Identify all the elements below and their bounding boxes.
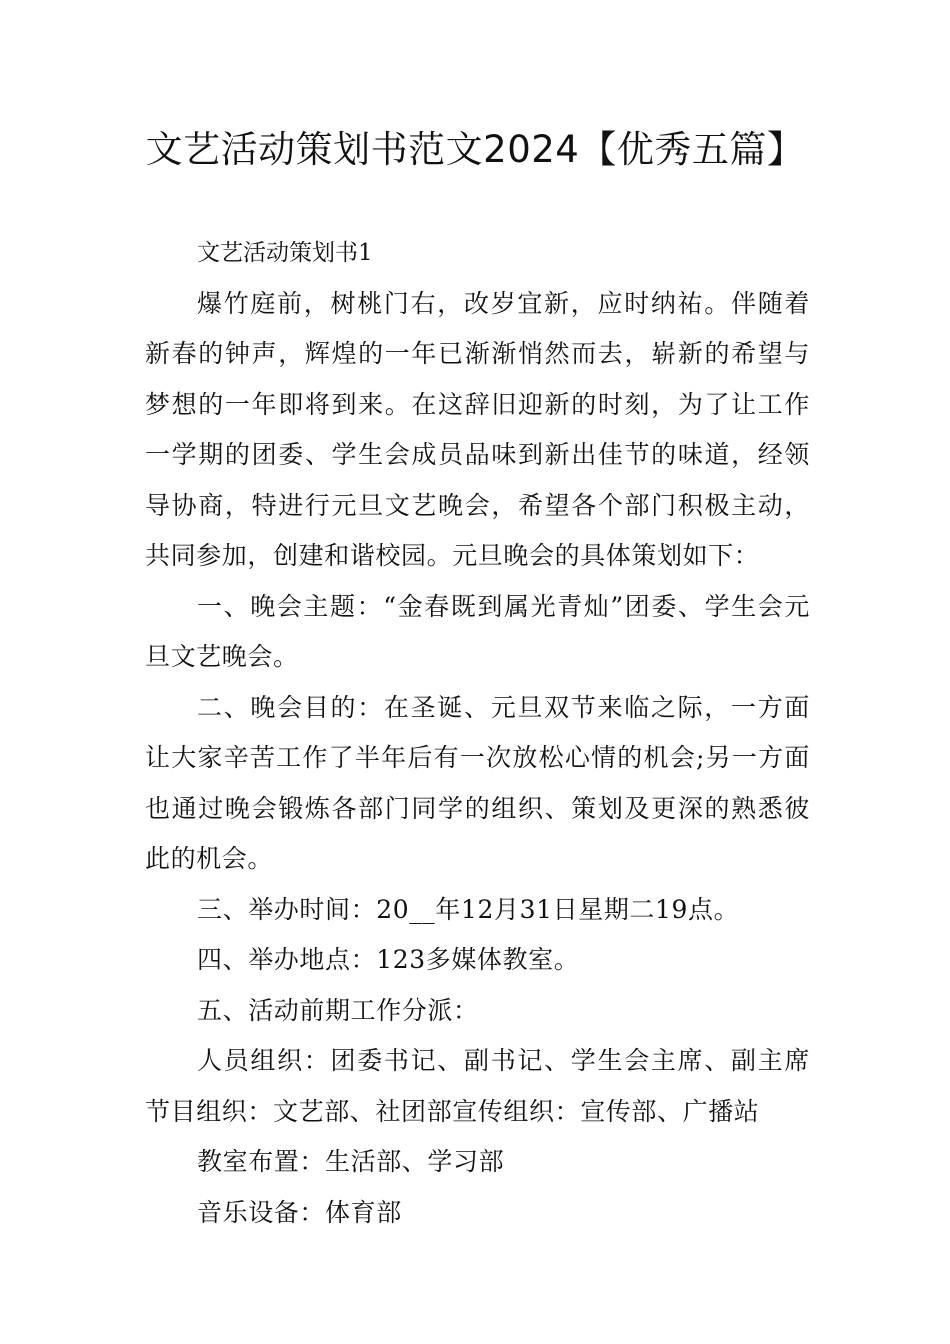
document-body [145, 228, 810, 1238]
document-title: 文艺活动策划书范文2024【优秀五篇】 [145, 128, 805, 171]
section-heading: 文艺活动策划书1 [197, 240, 373, 266]
paragraph-classroom-setup: 教室布置：生活部、学习部 [197, 1147, 505, 1176]
paragraph-location: 四、举办地点：123多媒体教室。 [197, 945, 580, 974]
paragraph-music-equipment: 音乐设备：体育部 [197, 1197, 402, 1227]
paragraph-theme: 一、晚会主题：“金春既到属光青灿”团委、学生会元旦文艺晚会。 [145, 591, 810, 671]
paragraph-intro: 爆竹庭前，树桃门右，改岁宜新，应时纳祐。伴随着新春的钟声，辉煌的一年已渐渐悄然而去，崭新的希望与梦想的一年即将到来。在这辞旧迎新的时刻，为了让工作一学期的团委、学生会成员品味到新出佳节的味道，经领导协商，特进行元旦文艺晚会，希望各个部门积极主动，共同参加，创建和谐校园。元旦晚会的具体策划如下： [145, 288, 810, 570]
paragraph-assignment-heading: 五、活动前期工作分派： [197, 995, 479, 1025]
paragraph-organization: 人员组织：团委书记、副书记、学生会主席、副主席节目组织：文艺部、社团部宣传组织：宣传部、广播站 [145, 1046, 810, 1126]
paragraph-purpose: 二、晚会目的：在圣诞、元旦双节来临之际，一方面让大家辛苦工作了半年后有一次放松心情的机会;另一方面也通过晚会锻炼各部门同学的组织、策划及更深的熟悉彼此的机会。 [145, 692, 810, 873]
paragraph-time: 三、举办时间：20__年12月31日星期二19点。 [197, 894, 740, 924]
